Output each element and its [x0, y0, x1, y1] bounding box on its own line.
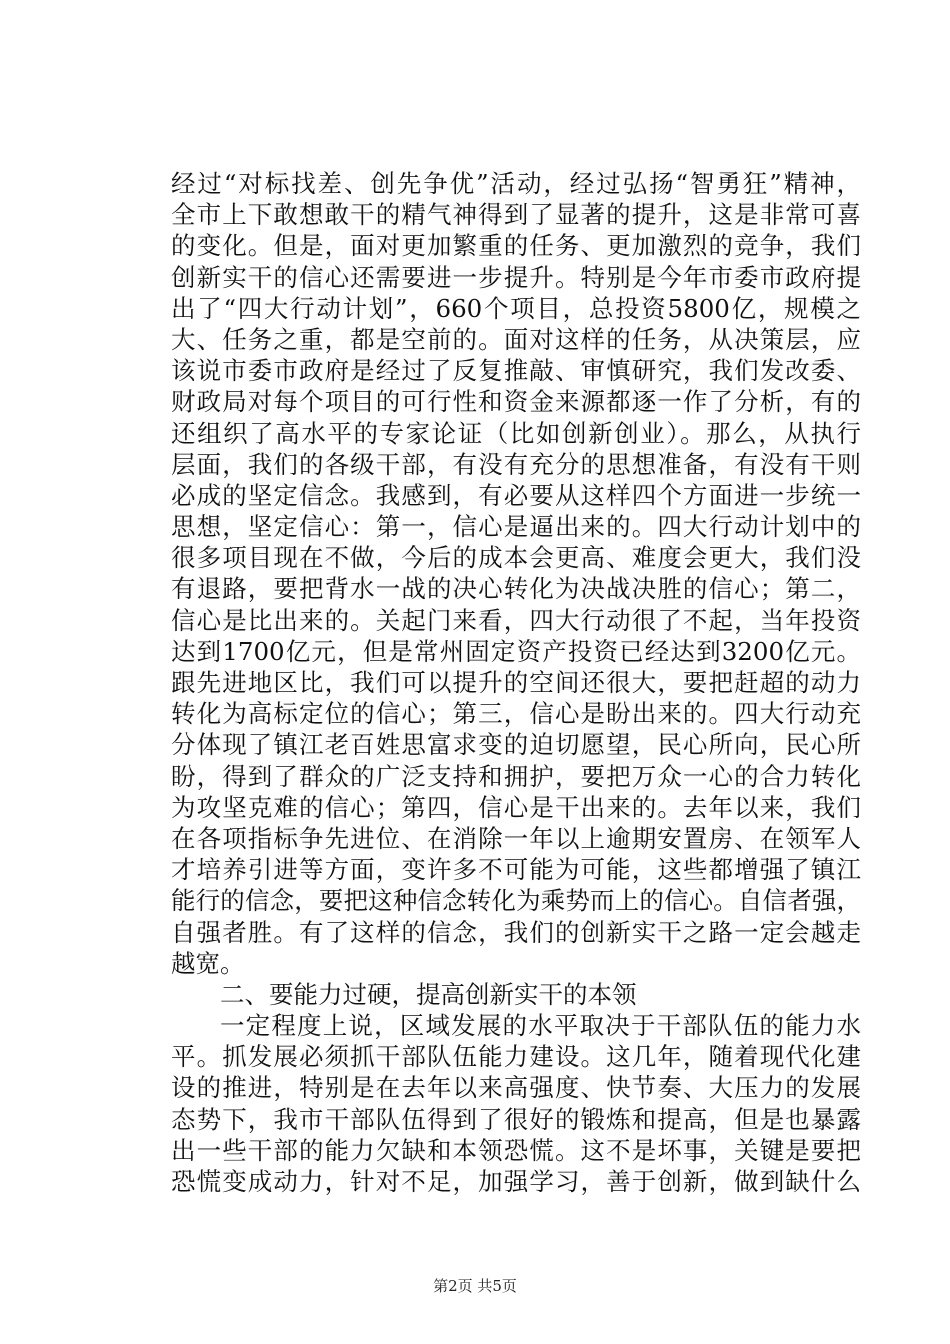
text-line: 态势下，我市干部队伍得到了很好的锻炼和提高，但是也暴露 — [171, 1104, 861, 1134]
text-line: 设的推进，特别是在去年以来高强度、快节奏、大压力的发展 — [171, 1073, 861, 1103]
text-line: 该说市委市政府是经过了反复推敲、审慎研究，我们发改委、 — [171, 356, 861, 386]
text-line: 必成的坚定信念。我感到，有必要从这样四个方面进一步统一 — [171, 480, 861, 510]
text-line: 层面，我们的各级干部，有没有充分的思想准备，有没有干则 — [171, 449, 861, 479]
text-line: 恐慌变成动力，针对不足，加强学习，善于创新，做到缺什么 — [171, 1167, 861, 1196]
text-line: 平。抓发展必须抓干部队伍能力建设。这几年，随着现代化建 — [171, 1042, 861, 1072]
text-line: 有退路，要把背水一战的决心转化为决战决胜的信心；第二， — [171, 574, 861, 604]
body-text — [171, 168, 861, 1197]
text-line: 大、任务之重，都是空前的。面对这样的任务，从决策层，应 — [171, 324, 861, 354]
text-line: 一定程度上说，区域发展的水平取决于干部队伍的能力水 — [220, 1011, 861, 1041]
text-line: 才培养引进等方面，变许多不可能为可能，这些都增强了镇江 — [171, 855, 861, 885]
text-line: 能行的信念，要把这种信念转化为乘势而上的信心。自信者强， — [171, 886, 861, 916]
text-line: 的变化。但是，面对更加繁重的任务、更加激烈的竞争，我们 — [171, 231, 861, 261]
text-line: 出了“四大行动计划”，660个项目，总投资5800亿，规模之 — [171, 293, 861, 323]
text-line: 自强者胜。有了这样的信念，我们的创新实干之路一定会越走 — [171, 917, 861, 947]
text-line: 在各项指标争先进位、在消除一年以上逾期安置房、在领军人 — [171, 823, 861, 853]
text-line: 全市上下敢想敢干的精气神得到了显著的提升，这是非常可喜 — [171, 200, 861, 230]
text-line: 为攻坚克难的信心；第四，信心是干出来的。去年以来，我们 — [171, 792, 861, 822]
text-line: 创新实干的信心还需要进一步提升。特别是今年市委市政府提 — [171, 262, 861, 292]
page-number-footer: 第2页 共5页 — [433, 1277, 517, 1295]
text-line: 出一些干部的能力欠缺和本领恐慌。这不是坏事，关键是要把 — [171, 1135, 861, 1165]
text-line: 思想，坚定信心：第一，信心是逼出来的。四大行动计划中的 — [171, 512, 861, 542]
text-line: 盼，得到了群众的广泛支持和拥护，要把万众一心的合力转化 — [171, 761, 861, 791]
text-line: 信心是比出来的。关起门来看，四大行动很了不起，当年投资 — [171, 605, 861, 635]
text-line: 分体现了镇江老百姓思富求变的迫切愿望，民心所向，民心所 — [171, 730, 861, 760]
text-line: 跟先进地区比，我们可以提升的空间还很大，要把赶超的动力 — [171, 668, 861, 697]
text-line: 还组织了高水平的专家论证（比如创新创业）。那么，从执行 — [171, 418, 861, 448]
text-line: 财政局对每个项目的可行性和资金来源都逐一作了分析，有的 — [171, 387, 861, 417]
text-line: 越宽。 — [171, 948, 245, 978]
text-line: 达到1700亿元，但是常州固定资产投资已经达到3200亿元。 — [171, 636, 861, 666]
text-line: 经过“对标找差、创先争优”活动，经过弘扬“智勇狂”精神， — [171, 169, 861, 198]
section-heading: 二、要能力过硬，提高创新实干的本领 — [220, 979, 637, 1009]
text-line: 很多项目现在不做，今后的成本会更高、难度会更大，我们没 — [171, 543, 861, 573]
text-line: 转化为高标定位的信心；第三，信心是盼出来的。四大行动充 — [171, 699, 861, 729]
